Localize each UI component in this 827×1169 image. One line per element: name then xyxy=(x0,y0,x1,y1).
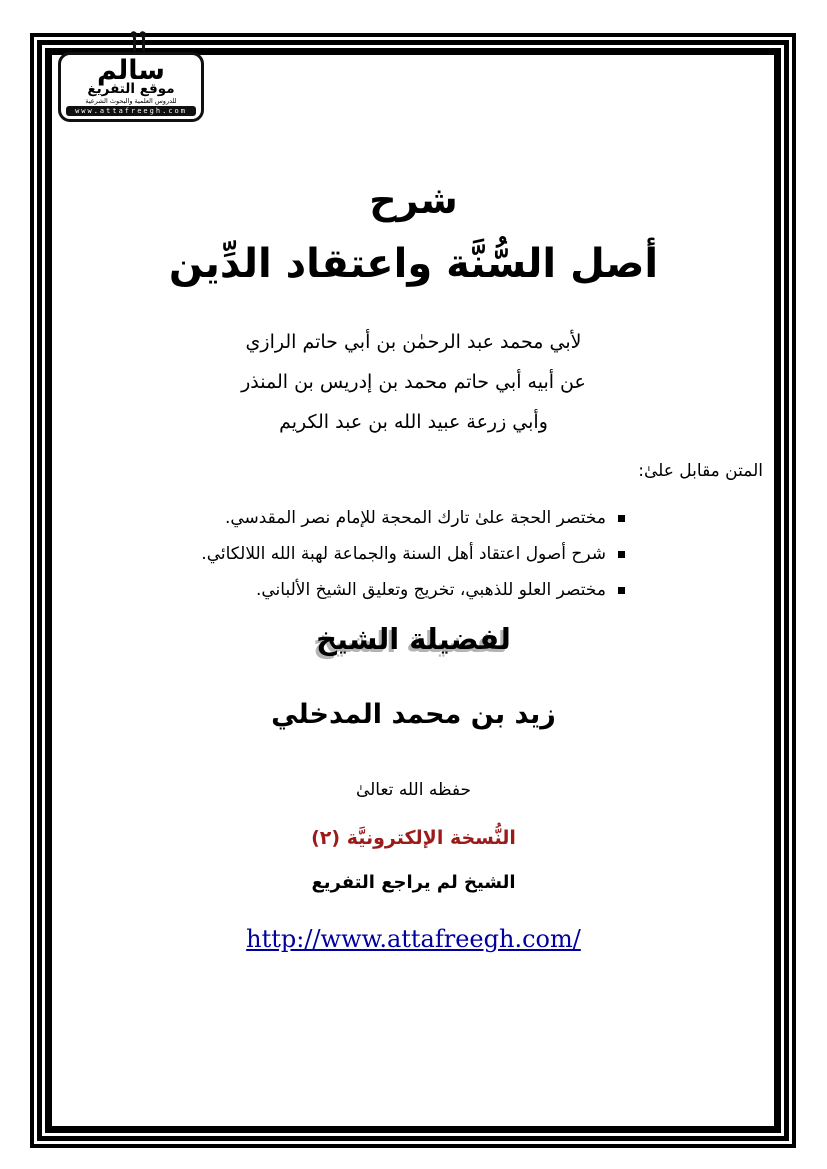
candle-icon xyxy=(142,38,145,51)
comparison-list xyxy=(201,508,625,616)
logo-tagline: للدروس العلمية والبحوث الشرعية xyxy=(85,96,177,105)
logo-site-name: موقع التفريغ xyxy=(87,81,175,97)
edition-line: النُّسخة الإلكترونيَّة (٢) xyxy=(311,827,516,849)
author-line-2: عن أبيه أبي حاتم محمد بن إدريس بن المنذر xyxy=(241,371,586,393)
logo-url: www.attafreegh.com xyxy=(66,106,196,116)
comparison-heading: المتن مقابل علىٰ: xyxy=(638,461,763,481)
square-bullet-icon xyxy=(618,515,625,522)
review-note: الشيخ لم يراجع التفريع xyxy=(311,872,516,893)
sheikh-blessing: حفظه الله تعالىٰ xyxy=(355,780,472,800)
list-item-text: مختصر العلو للذهبي، تخريج وتعليق الشيخ الألباني. xyxy=(255,580,606,600)
site-link-line xyxy=(56,925,771,953)
site-link[interactable]: http://www.attafreegh.com/ xyxy=(246,925,581,953)
publisher-logo xyxy=(58,52,204,122)
logo-wordmark: سالم xyxy=(96,55,165,86)
candle-icon xyxy=(133,38,136,51)
author-line-3: وأبي زرعة عبيد الله بن عبد الكريم xyxy=(279,411,548,433)
book-title-main: أصل السُّنَّة واعتقاد الدِّين xyxy=(168,241,659,287)
square-bullet-icon xyxy=(618,587,625,594)
list-item-text: شرح أصول اعتقاد أهل السنة والجماعة لهبة الله اللالكائي. xyxy=(201,544,606,564)
list-item xyxy=(201,580,625,600)
sheikh-honorific: لفضيلة الشيخ xyxy=(316,622,511,656)
candles-icon xyxy=(133,38,145,51)
author-line-1: لأبي محمد عبد الرحمٰن بن أبي حاتم الرازي xyxy=(245,331,582,353)
book-title-word-sharh: شرح xyxy=(369,178,458,222)
list-item-text: مختصر الحجة علىٰ تارك المحجة للإمام نصر المقدسي. xyxy=(224,508,606,528)
publisher-logo-box xyxy=(58,52,204,122)
sheikh-name: زيد بن محمد المدخلي xyxy=(271,699,556,730)
list-item xyxy=(201,544,625,564)
square-bullet-icon xyxy=(618,551,625,558)
list-item xyxy=(201,508,625,528)
